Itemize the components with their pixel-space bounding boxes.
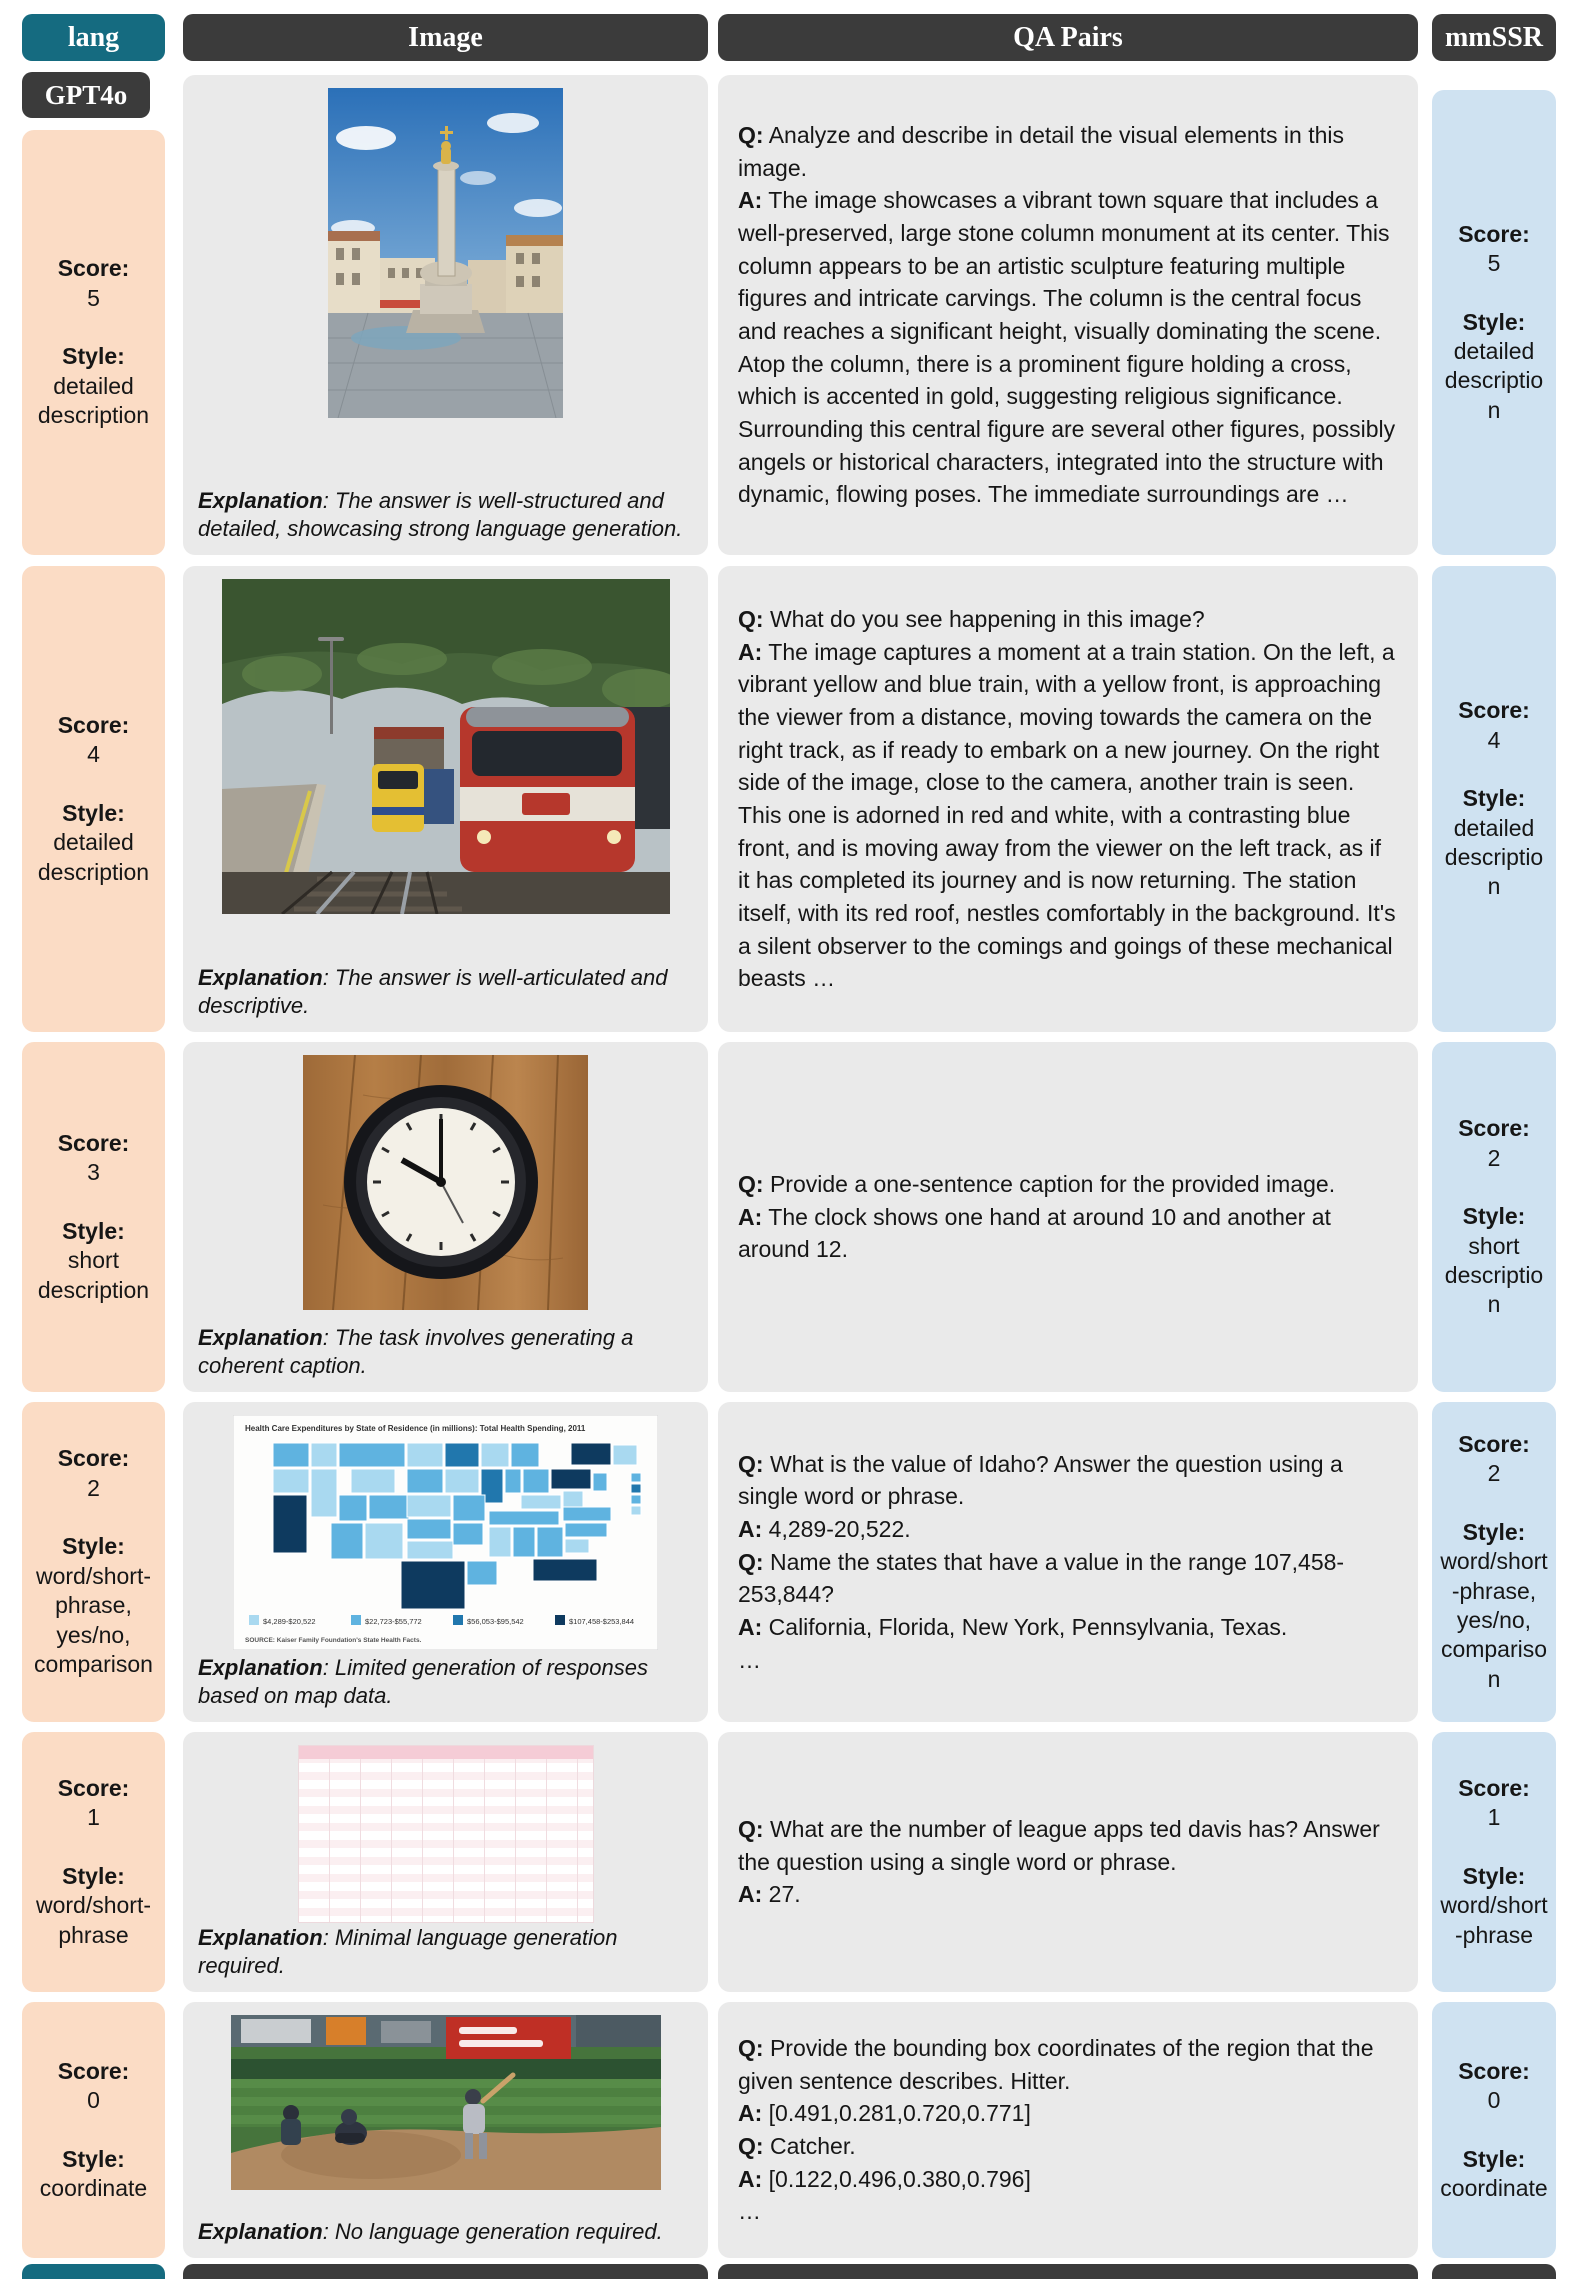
- style-label: Style:: [62, 343, 125, 370]
- q-label: Q:: [738, 122, 764, 149]
- lang-score-cell: [22, 566, 165, 1032]
- lang-score-cell: [22, 1402, 165, 1722]
- explanation-label: Explanation: [198, 487, 323, 513]
- score-value: 0: [1487, 2087, 1501, 2114]
- a-text: The image showcases a vibrant town square that includes a well-preserved, large stone column monument at its center. This column appears to be an artistic sculpture featuring multiple figures and intricate carvings. The column is the central focus and reaches a significant height, visually dominating the scene. Atop the column, there is a prominent figure holding a cross, which is accented in gold, suggesting religious significance. Surrounding this central figure are several other figures, possibly angels or historical characters, integrated into the structure with dynamic, flowing poses. The immediate surroundings are …: [738, 187, 1396, 508]
- style-value: detailed description: [1444, 814, 1544, 900]
- q-text: Provide a one-sentence caption for the provided image.: [769, 1171, 1336, 1198]
- score-label: Score:: [57, 1445, 130, 1472]
- answer: [738, 636, 1398, 995]
- score-label: Score:: [1458, 1115, 1530, 1142]
- lang-score-cell: [22, 130, 165, 555]
- explanation: [195, 487, 696, 544]
- a-label: A:: [738, 2165, 763, 2192]
- style-label: Style:: [62, 1533, 125, 1560]
- score-value: 1: [87, 1804, 100, 1831]
- lang-score-cell: [22, 2002, 165, 2258]
- mmssr-score-cell: [1432, 1042, 1556, 1392]
- explanation-text: : No language generation required.: [322, 2219, 663, 2245]
- q-label: Q:: [738, 2133, 764, 2159]
- q-text: What do you see happening in this image?: [769, 606, 1205, 633]
- qa-cell: [718, 1402, 1418, 1722]
- image-cell: [183, 75, 708, 555]
- qa-cell: [718, 1732, 1418, 1992]
- q-label: Q:: [738, 2035, 764, 2062]
- style-label: Style:: [1462, 1203, 1526, 1230]
- lang-score-cell: [22, 1732, 165, 1992]
- explanation-label: Explanation: [198, 964, 323, 990]
- explanation-text: : The task involves generating a coherent caption.: [198, 1324, 634, 1379]
- a-text: The image captures a moment at a train station. On the left, a vibrant yellow and blue train, with a yellow front, is approaching the viewer from a distance, moving towards the camera on the right track, as if ready to embark on a new journey. On the right side of the image, close to the camera, another train is seen. This one is adorned in red and white, with a contrasting blue front, and is moving away from the viewer on the left track, as if it has completed its journey and is now returning. The station itself, with its red roof, nestles comfortably in the background. It's a silent observer to the comings and goings of these mechanical beasts …: [738, 638, 1396, 992]
- a-text: 27.: [768, 1881, 801, 1908]
- score-label: Score:: [57, 255, 130, 282]
- wall-clock-photo: [303, 1055, 588, 1310]
- style-label: Style:: [1462, 1518, 1526, 1545]
- column-header-mmssr: [1432, 14, 1556, 61]
- question: [738, 603, 1398, 636]
- style-label: Style:: [62, 2145, 125, 2172]
- a-label: A:: [738, 1203, 763, 1230]
- score-label: Score:: [1458, 1430, 1530, 1457]
- lang-score-cell: [22, 1042, 165, 1392]
- score-value: 3: [87, 1159, 100, 1186]
- score-value: 2: [1487, 1460, 1501, 1487]
- model-chip-label: GPT4o: [44, 79, 128, 110]
- style-label: Style:: [1462, 1862, 1526, 1889]
- mmssr-score-cell: [1432, 2002, 1556, 2258]
- style-value: short description: [1444, 1232, 1544, 1318]
- score-label: Score:: [1458, 2057, 1530, 2084]
- more-ellipsis: …: [738, 2198, 761, 2225]
- explanation-text: : Limited generation of responses based on map data.: [198, 1654, 648, 1709]
- mmssr-score-cell: [1432, 566, 1556, 1032]
- style-label: Style:: [1462, 2145, 1526, 2172]
- more-ellipsis: …: [738, 1646, 761, 1673]
- style-value: detailed description: [37, 829, 150, 885]
- score-value: 5: [87, 284, 100, 311]
- legend-label-1: $4,289-$20,522: [263, 1617, 316, 1626]
- town-square-monument-photo: [328, 88, 563, 418]
- a-text: The clock shows one hand at around 10 and another at around 12.: [738, 1203, 1331, 1263]
- answer: [738, 2163, 1398, 2196]
- qa-cell: [718, 2002, 1418, 2258]
- question: [738, 2032, 1398, 2097]
- q-label: Q:: [738, 1816, 764, 1843]
- style-value: short description: [37, 1247, 150, 1303]
- explanation: [195, 964, 696, 1021]
- a-text: California, Florida, New York, Pennsylvania, Texas.: [768, 1613, 1288, 1640]
- column-header-mmssr-label: mmSSR: [1444, 21, 1543, 53]
- question: [738, 119, 1398, 184]
- column-header-lang: [22, 14, 165, 61]
- style-label: Style:: [1462, 308, 1526, 335]
- q-text: Catcher.: [769, 2133, 856, 2159]
- image-cell: [183, 566, 708, 1032]
- score-value: 4: [87, 741, 100, 768]
- explanation-text: : The answer is well-structured and detailed, showcasing strong language generation.: [198, 487, 683, 542]
- answer: [738, 1611, 1398, 1644]
- explanation-label: Explanation: [198, 1924, 323, 1950]
- score-value: 0: [87, 2087, 100, 2114]
- answer: [738, 1878, 1398, 1911]
- question: [738, 1813, 1398, 1878]
- next-section-mmssr-header-partial: [1432, 2264, 1556, 2279]
- style-label: Style:: [62, 1862, 125, 1889]
- score-label: Score:: [57, 1129, 130, 1156]
- explanation-text: : Minimal language generation required.: [198, 1924, 618, 1979]
- score-value: 2: [87, 1474, 100, 1501]
- a-label: A:: [738, 187, 763, 214]
- a-label: A:: [738, 1516, 763, 1543]
- q-text: What is the value of Idaho? Answer the question using a single word or phrase.: [738, 1450, 1343, 1510]
- question: [738, 1546, 1398, 1611]
- map-source: SOURCE: Kaiser Family Foundation's State Health Facts.: [245, 1637, 422, 1644]
- a-label: A:: [738, 638, 763, 665]
- explanation: [195, 1324, 696, 1381]
- score-value: 5: [1487, 250, 1501, 277]
- q-label: Q:: [738, 1548, 764, 1575]
- score-label: Score:: [1458, 220, 1530, 247]
- legend-label-3: $56,053-$95,542: [467, 1617, 524, 1626]
- q-text: Name the states that have a value in the range 107,458-253,844?: [738, 1548, 1345, 1608]
- style-value: detailed description: [37, 372, 150, 429]
- q-label: Q:: [738, 1171, 764, 1198]
- column-header-image: [183, 14, 708, 61]
- image-cell: [183, 1732, 708, 1992]
- model-chip-gpt4o: [22, 72, 150, 118]
- league-stats-table-screenshot: [298, 1745, 594, 1923]
- score-label: Score:: [57, 2057, 130, 2084]
- next-section-qa-header-partial: [718, 2264, 1418, 2279]
- qa-cell: [718, 566, 1418, 1032]
- question: [738, 1168, 1398, 1201]
- style-value: coordinate: [39, 2174, 148, 2201]
- column-header-image-label: Image: [408, 21, 483, 53]
- explanation: [195, 1654, 696, 1711]
- explanation-label: Explanation: [198, 1324, 323, 1350]
- style-label: Style:: [62, 799, 125, 826]
- style-label: Style:: [1462, 785, 1526, 812]
- image-cell: [183, 1402, 708, 1722]
- question: [738, 1448, 1398, 1513]
- style-value: word/short-phrase, yes/no, comparison: [1440, 1548, 1548, 1692]
- answer: [738, 184, 1398, 511]
- style-value: detailed description: [1444, 338, 1544, 423]
- baseball-game-photo: [231, 2015, 661, 2190]
- explanation-label: Explanation: [198, 2219, 323, 2245]
- score-value: 1: [1487, 1804, 1501, 1831]
- explanation: [195, 1924, 696, 1981]
- a-label: A:: [738, 1881, 763, 1908]
- q-text: What are the number of league apps ted davis has? Answer the question using a single word or phrase.: [738, 1816, 1380, 1875]
- score-value: 2: [1487, 1144, 1501, 1171]
- style-value: coordinate: [1440, 2174, 1548, 2201]
- q-label: Q:: [738, 606, 764, 633]
- explanation-label: Explanation: [198, 1654, 323, 1680]
- question: [738, 2130, 1398, 2163]
- image-cell: [183, 2002, 708, 2258]
- map-title: Health Care Expenditures by State of Residence (in millions): Total Health Spending, 2011: [245, 1424, 586, 1433]
- train-station-photo: [222, 579, 670, 914]
- next-section-lang-header-partial: [22, 2264, 165, 2279]
- qa-cell: [718, 1042, 1418, 1392]
- a-text: [0.491,0.281,0.720,0.771]: [768, 2100, 1031, 2127]
- score-label: Score:: [57, 1774, 130, 1801]
- score-label: Score:: [57, 711, 130, 738]
- a-label: A:: [738, 2100, 763, 2127]
- legend-label-4: $107,458-$253,844: [569, 1617, 635, 1626]
- mmssr-score-cell: [1432, 90, 1556, 555]
- mmssr-score-cell: [1432, 1732, 1556, 1992]
- q-text: Provide the bounding box coordinates of the region that the given sentence describes. Hitter.: [738, 2035, 1374, 2094]
- score-label: Score:: [1458, 1774, 1530, 1801]
- style-label: Style:: [62, 1217, 125, 1244]
- qa-cell: [718, 75, 1418, 555]
- score-label: Score:: [1458, 697, 1530, 724]
- mmssr-score-cell: [1432, 1402, 1556, 1722]
- answer: [738, 1513, 1398, 1546]
- score-value: 4: [1487, 726, 1501, 753]
- a-text: 4,289-20,522.: [768, 1516, 911, 1543]
- q-text: Analyze and describe in detail the visual elements in this image.: [738, 122, 1345, 181]
- explanation: [195, 2218, 696, 2247]
- style-value: word/short-phrase, yes/no, comparison: [34, 1562, 153, 1678]
- a-text: [0.122,0.496,0.380,0.796]: [768, 2165, 1031, 2192]
- us-health-spending-choropleth-map: [233, 1415, 658, 1650]
- style-value: word/short-phrase: [1440, 1892, 1548, 1948]
- explanation-text: : The answer is well-articulated and descriptive.: [198, 964, 668, 1019]
- image-cell: [183, 1042, 708, 1392]
- a-label: A:: [738, 1613, 763, 1640]
- next-section-image-header-partial: [183, 2264, 708, 2279]
- legend-label-2: $22,723-$55,772: [365, 1617, 422, 1626]
- style-value: word/short-phrase: [35, 1892, 152, 1948]
- answer: [738, 1201, 1398, 1266]
- column-header-lang-label: lang: [67, 21, 120, 53]
- q-label: Q:: [738, 1450, 764, 1477]
- answer: [738, 2097, 1398, 2130]
- column-header-qa-pairs: [718, 14, 1418, 61]
- column-header-qa-label: QA Pairs: [1013, 21, 1123, 53]
